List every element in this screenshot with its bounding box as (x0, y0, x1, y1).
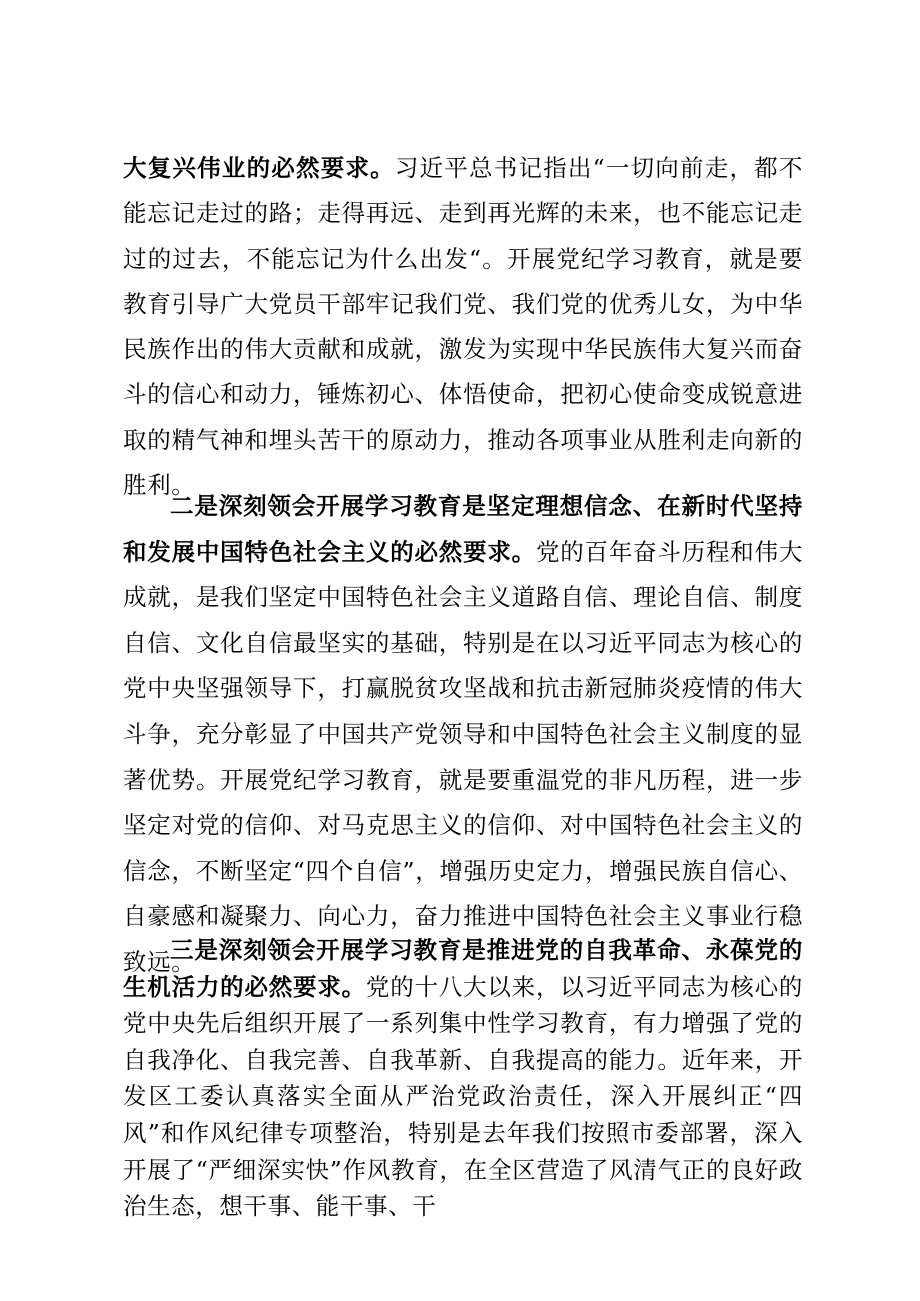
paragraph-lead: 三是深刻领会开展学习教育是推进党的自我革命、永葆党的生机活力的必然要求。 (123, 936, 803, 1001)
paragraph-point-three (123, 932, 803, 1225)
paragraph-body: 党的百年奋斗历程和伟大成就，是我们坚定中国特色社会主义道路自信、理论自信、制度自信、文化自信最坚实的基础，特别是在以习近平同志为核心的党中央坚强领导下，打赢脱贫攻坚战和抗击新冠肺炎疫情的伟大斗争，充分彰显了中国共产党领导和中国特色社会主义制度的显著优势。开展党纪学习教育，就是要重温党的非凡历程，进一步坚定对党的信仰、对马克思主义的信仰、对中国特色社会主义的信念，不断坚定“四个自信”，增强历史定力，增强民族自信心、自豪感和凝聚力、向心力，奋力推进中国特色社会主义事业行稳致远。 (123, 537, 803, 976)
paragraph-continuation (123, 146, 803, 508)
paragraph-lead: 二是深刻领会开展学习教育是坚定理想信念、在新时代坚持和发展中国特色社会主义的必然要求。 (123, 492, 803, 566)
paragraph-body: 党的十八大以来，以习近平同志为核心的党中央先后组织开展了一系列集中性学习教育，有力增强了党的自我净化、自我完善、自我革新、自我提高的能力。近年来，开发区工委认真落实全面从严治党政治责任，深入开展纠正“四风”和作风纪律专项整治，特别是去年我们按照市委部署，深入开展了“严细深实快”作风教育，在全区营造了风清气正的良好政治生态，想干事、能干事、干 (123, 972, 803, 1221)
paragraph-lead: 大复兴伟业的必然要求。 (123, 154, 395, 182)
paragraph-body: 习近平总书记指出“一切向前走，都不能忘记走过的路；走得再远、走到再光辉的未来，也不能忘记走过的过去，不能忘记为什么出发“。开展党纪学习教育，就是要教育引导广大党员干部牢记我们党、我们党的优秀儿女，为中华民族作出的伟大贡献和成就，激发为实现中华民族伟大复兴而奋斗的信心和动力，锤炼初心、体悟使命，把初心使命变成锐意进取的精气神和埋头苦干的原动力，推动各项事业从胜利走向新的胜利。 (123, 154, 803, 500)
paragraph-point-two (123, 484, 803, 986)
